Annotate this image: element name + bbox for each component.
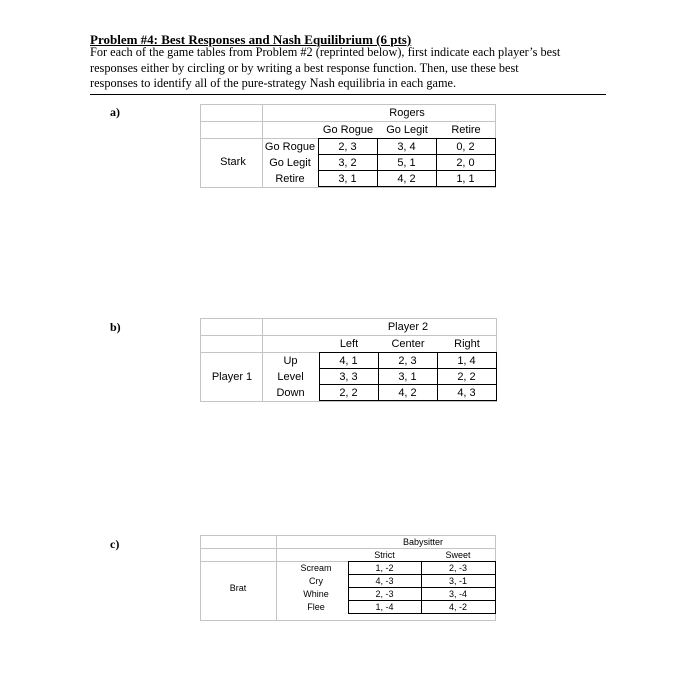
instructions-line: responses to identify all of the pure-strategy Nash equilibria in each game. xyxy=(90,76,457,90)
row-strategy: Up xyxy=(283,355,298,367)
payoff-grid-line xyxy=(318,186,496,187)
payoff-grid-line xyxy=(496,352,497,401)
grid-line xyxy=(200,104,201,188)
payoff-cell: 2, 3 xyxy=(398,355,417,367)
payoff-cell: 3, 2 xyxy=(338,157,357,169)
grid-line xyxy=(200,187,496,188)
problem-title: Problem #4: Best Responses and Nash Equilibrium (6 pts) xyxy=(90,32,412,47)
row-strategy: Level xyxy=(277,371,304,383)
payoff-cell: 1, -2 xyxy=(375,563,394,573)
payoff-grid-line xyxy=(319,400,497,401)
grid-line xyxy=(200,620,496,621)
grid-line xyxy=(200,548,496,549)
payoff-grid-line xyxy=(319,352,497,353)
payoff-cell: 5, 1 xyxy=(397,157,416,169)
row-player-name: Stark xyxy=(220,156,246,168)
payoff-cell: 2, 3 xyxy=(338,141,357,153)
payoff-cell: 4, -2 xyxy=(448,602,467,612)
grid-line xyxy=(200,318,201,402)
payoff-cell: 2, -3 xyxy=(448,563,467,573)
column-strategy: Go Legit xyxy=(386,124,428,136)
grid-line xyxy=(200,121,496,122)
payoff-cell: 3, 4 xyxy=(397,141,416,153)
payoff-grid-line xyxy=(348,600,496,601)
payoff-cell: 0, 2 xyxy=(456,141,475,153)
column-strategy: Go Rogue xyxy=(322,124,374,136)
payoff-cell: 1, -4 xyxy=(375,602,394,612)
instructions-line: responses either by circling or by writing a best response function. Then, use these best xyxy=(90,60,519,75)
part-label-a: a) xyxy=(110,105,120,119)
grid-line xyxy=(200,535,496,536)
part-label-b: b) xyxy=(110,320,121,334)
payoff-cell: 4, 2 xyxy=(398,387,417,399)
payoff-grid-line xyxy=(319,384,497,385)
payoff-grid-line xyxy=(318,154,496,155)
grid-line xyxy=(200,318,497,319)
column-strategy: Sweet xyxy=(445,550,471,560)
payoff-cell: 3, -1 xyxy=(448,576,467,586)
column-strategy: Left xyxy=(339,338,359,350)
payoff-cell: 3, 1 xyxy=(398,371,417,383)
column-strategy: Retire xyxy=(451,124,481,136)
game-table-c xyxy=(200,535,496,621)
game-table-a xyxy=(200,104,496,188)
grid-line xyxy=(200,335,497,336)
payoff-grid-line xyxy=(318,138,496,139)
payoff-grid-line xyxy=(495,138,496,187)
row-strategy: Retire xyxy=(275,173,305,185)
column-strategy: Center xyxy=(391,338,425,350)
column-strategy: Right xyxy=(454,338,480,350)
column-player-name: Player 2 xyxy=(387,321,429,333)
instructions-line: For each of the game tables from Problem #2 (reprinted below), first indicate each player’s best xyxy=(90,45,561,59)
grid-line xyxy=(200,138,318,139)
payoff-grid-line xyxy=(319,368,497,369)
payoff-cell: 1, 1 xyxy=(456,173,475,185)
payoff-cell: 4, -3 xyxy=(375,576,394,586)
payoff-cell: 2, 0 xyxy=(456,157,475,169)
payoff-grid-line xyxy=(348,587,496,588)
row-strategy: Scream xyxy=(300,563,332,573)
column-strategy: Strict xyxy=(374,550,395,560)
payoff-grid-line xyxy=(495,561,496,614)
payoff-grid-line xyxy=(348,613,496,614)
row-strategy: Down xyxy=(276,387,305,399)
payoff-cell: 3, -4 xyxy=(448,589,467,599)
grid-line xyxy=(200,104,496,105)
payoff-cell: 1, 4 xyxy=(457,355,476,367)
part-label-c: c) xyxy=(110,537,120,551)
payoff-grid-line xyxy=(348,561,496,562)
row-player-name: Player 1 xyxy=(211,371,253,383)
payoff-cell: 2, 2 xyxy=(457,371,476,383)
grid-line xyxy=(200,401,497,402)
payoff-grid-line xyxy=(318,170,496,171)
payoff-cell: 4, 3 xyxy=(457,387,476,399)
problem-instructions xyxy=(90,45,610,92)
divider xyxy=(90,94,606,95)
column-player-name: Rogers xyxy=(389,107,425,119)
game-table-b xyxy=(200,318,497,402)
row-player-name: Brat xyxy=(229,583,247,593)
row-strategy: Cry xyxy=(309,576,323,586)
row-strategy: Flee xyxy=(307,602,325,612)
grid-line xyxy=(200,561,348,562)
column-player-name: Babysitter xyxy=(402,537,444,547)
payoff-cell: 3, 1 xyxy=(338,173,357,185)
payoff-cell: 2, -3 xyxy=(375,589,394,599)
row-strategy: Go Rogue xyxy=(264,141,316,153)
row-strategy: Go Legit xyxy=(269,157,311,169)
payoff-cell: 4, 1 xyxy=(339,355,358,367)
payoff-grid-line xyxy=(348,574,496,575)
payoff-cell: 3, 3 xyxy=(339,371,358,383)
payoff-cell: 2, 2 xyxy=(339,387,358,399)
grid-line xyxy=(200,352,319,353)
payoff-cell: 4, 2 xyxy=(397,173,416,185)
row-strategy: Whine xyxy=(303,589,329,599)
